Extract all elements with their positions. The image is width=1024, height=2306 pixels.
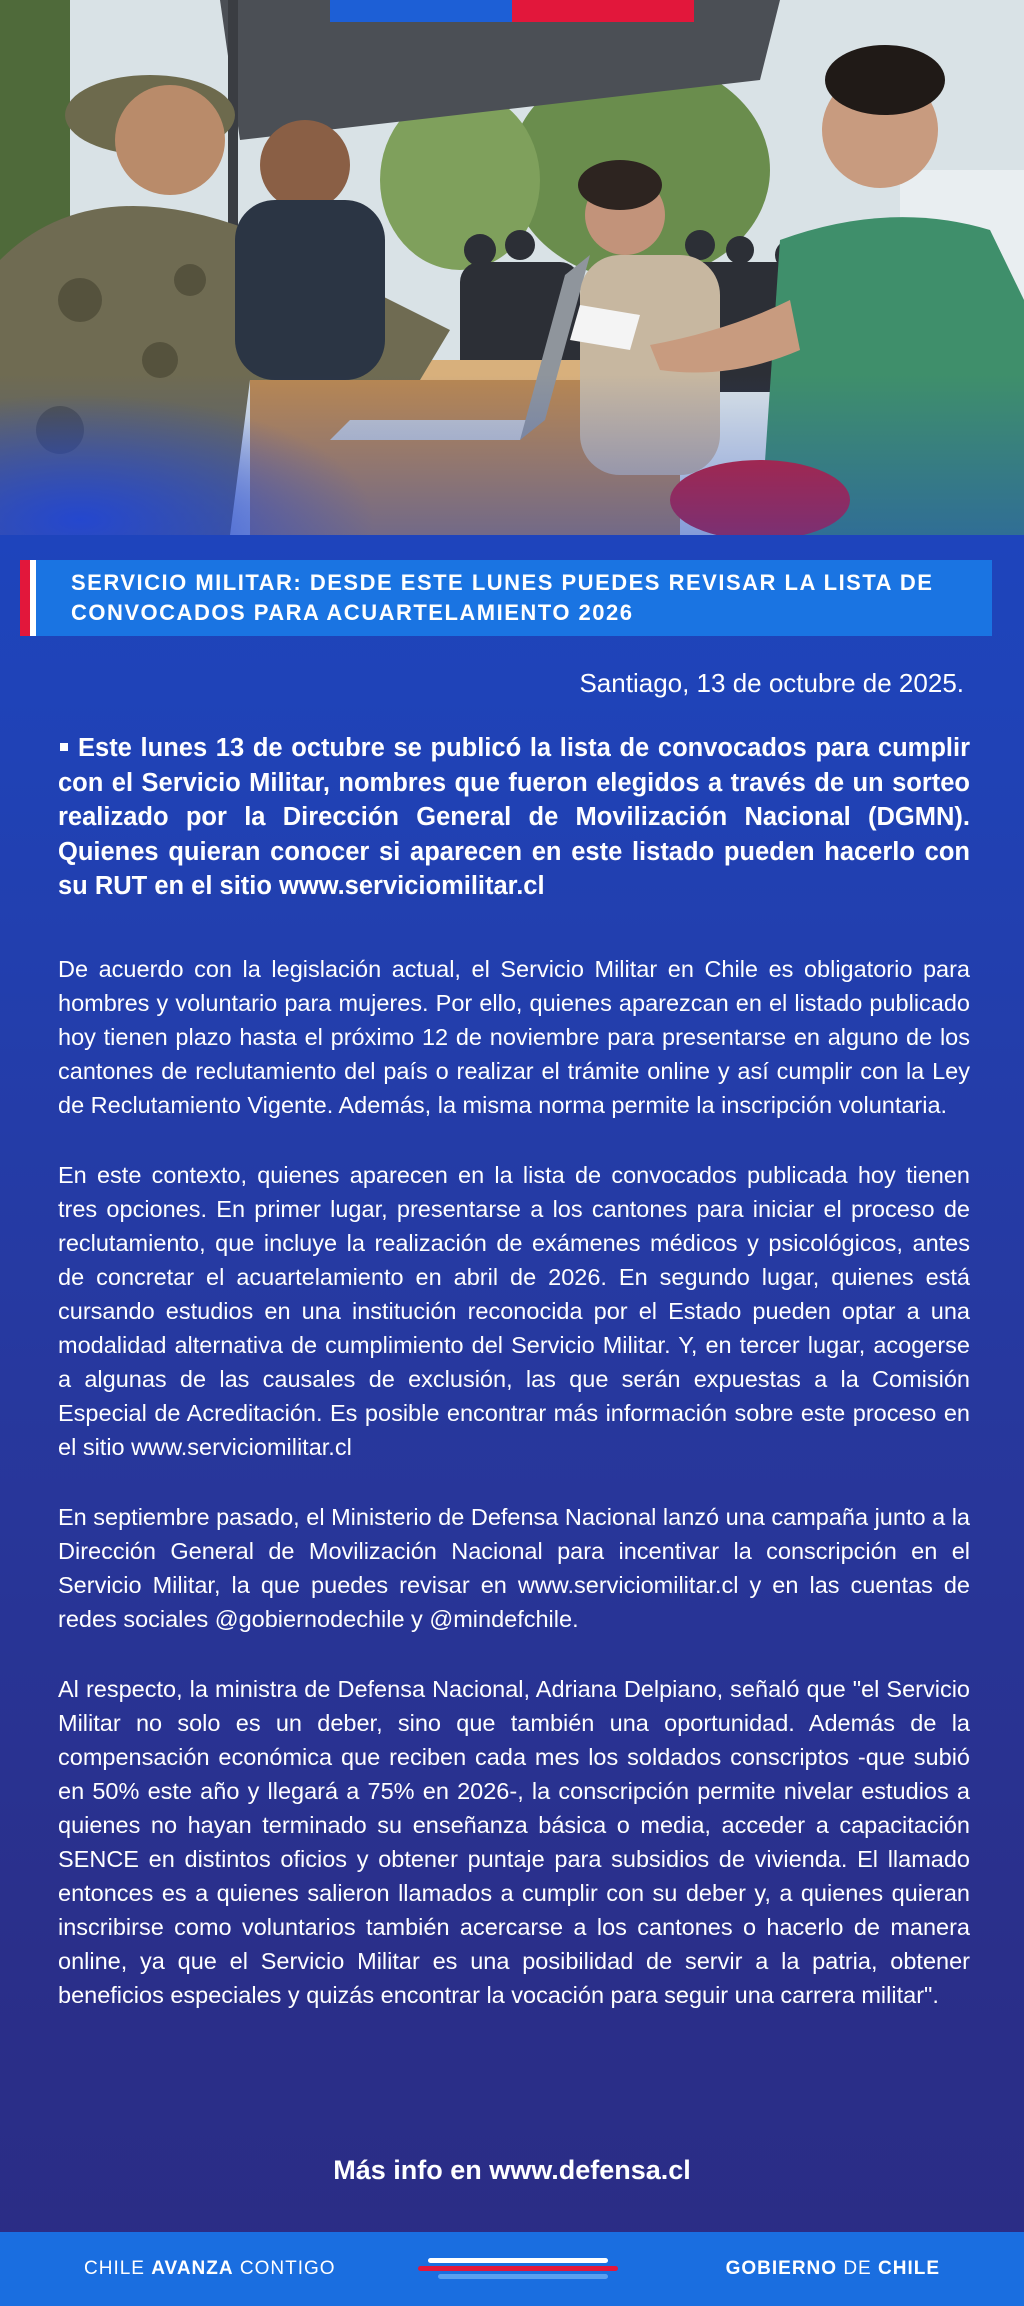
footer-stripes-icon: [418, 2258, 618, 2280]
dateline: Santiago, 13 de octubre de 2025.: [579, 668, 964, 698]
footer-gov-bold-1: GOBIERNO: [725, 2258, 838, 2279]
hero-gradient-overlay: [0, 0, 1024, 535]
footer-gov-regular: DE: [837, 2258, 878, 2279]
banner-white-accent: [30, 560, 36, 636]
footer-bar: [0, 2232, 1024, 2306]
headline-text: SERVICIO MILITAR: DESDE ESTE LUNES PUEDES REVISAR LA LISTA DE CONVOCADOS PARA ACUARTELAMIENTO 2026: [71, 570, 934, 625]
flag-color-bar: [330, 0, 694, 22]
footer-slogan-part-2: CONTIGO: [233, 2258, 336, 2279]
paragraph-campaign: En septiembre pasado, el Ministerio de Defensa Nacional lanzó una campaña junto a la Dirección General de Movilización Nacional para incentivar la conscripción en el Servicio Militar, la que puedes revisar en www.serviciomilitar.cl y en las cuentas de redes sociales @gobiernodechile y @mindefchile.: [58, 1503, 970, 1632]
more-info-link[interactable]: Más info en www.defensa.cl: [333, 2155, 691, 2185]
footer-gov-bold-2: CHILE: [878, 2258, 940, 2279]
bullet-icon: [60, 743, 68, 751]
article-body: [58, 668, 970, 2048]
lead-paragraph: [58, 731, 970, 904]
hero-photo: [0, 0, 1024, 535]
footer-slogan: [84, 2258, 336, 2280]
footer-slogan-part-1: CHILE: [84, 2258, 152, 2279]
paragraph-options: En este contexto, quienes aparecen en la lista de convocados publicada hoy tienen tres opciones. En primer lugar, presentarse a los cantones para iniciar el proceso de reclutamiento, que incluye la realización de exámenes médicos y psicológicos, antes de concretar el acuartelamiento en abril de 2026. En segundo lugar, quienes está cursando estudios en una institución reconocida por el Estado pueden optar a una modalidad alternativa de cumplimiento del Servicio Militar. Y, en tercer lugar, acogerse a algunas de las causales de exclusión, las que serán expuestas a la Comisión Especial de Acreditación. Es posible encontrar más información sobre este proceso en el sitio www.serviciomilitar.cl: [58, 1161, 970, 1460]
footer-slogan-bold: AVANZA: [151, 2258, 234, 2279]
paragraph-legislation: De acuerdo con la legislación actual, el Servicio Militar en Chile es obligatorio para hombres y voluntario para mujeres. Por ello, quienes aparezcan en el listado publicado hoy tienen plazo hasta el próximo 12 de noviembre para presentarse en alguno de los cantones de reclutamiento del país o realizar el trámite online y así cumplir con la Ley de Reclutamiento Vigente. Además, la misma norma permite la inscripción voluntaria.: [58, 955, 970, 1118]
headline-banner: [20, 560, 992, 636]
banner-red-accent: [20, 560, 30, 636]
footer-government-logo: [726, 2258, 940, 2280]
paragraph-minister-quote: Al respecto, la ministra de Defensa Nacional, Adriana Delpiano, señaló que "el Servicio Militar no solo es un deber, sino que también una oportunidad. Además de la compensación económica que reciben cada mes los soldados conscriptos -que subió en 50% este año y llegará a 75% en 2026-, la conscripción permite nivelar estudios a quienes no hayan terminado su enseñanza básica o media, acceder a capacitación SENCE en distintos oficios y obtener puntaje para subsidios de vivienda. El llamado entonces es a quienes salieron llamados a cumplir con su deber y, a quienes quieran inscribirse como voluntarios también acercarse a los cantones o hacerlo de manera online, ya que el Servicio Militar es una posibilidad de servir a la patria, obtener beneficios especiales y quizás encontrar la vocación para seguir una carrera militar".: [58, 1675, 970, 2008]
lead-text: Este lunes 13 de octubre se publicó la lista de convocados para cumplir con el Servicio Militar, nombres que fueron elegidos a través de un sorteo realizado por la Dirección General de Movilización Nacional (DGMN). Quienes quieran conocer si aparecen en este listado pueden hacerlo con su RUT en el sitio www.serviciomilitar.cl: [58, 734, 970, 900]
